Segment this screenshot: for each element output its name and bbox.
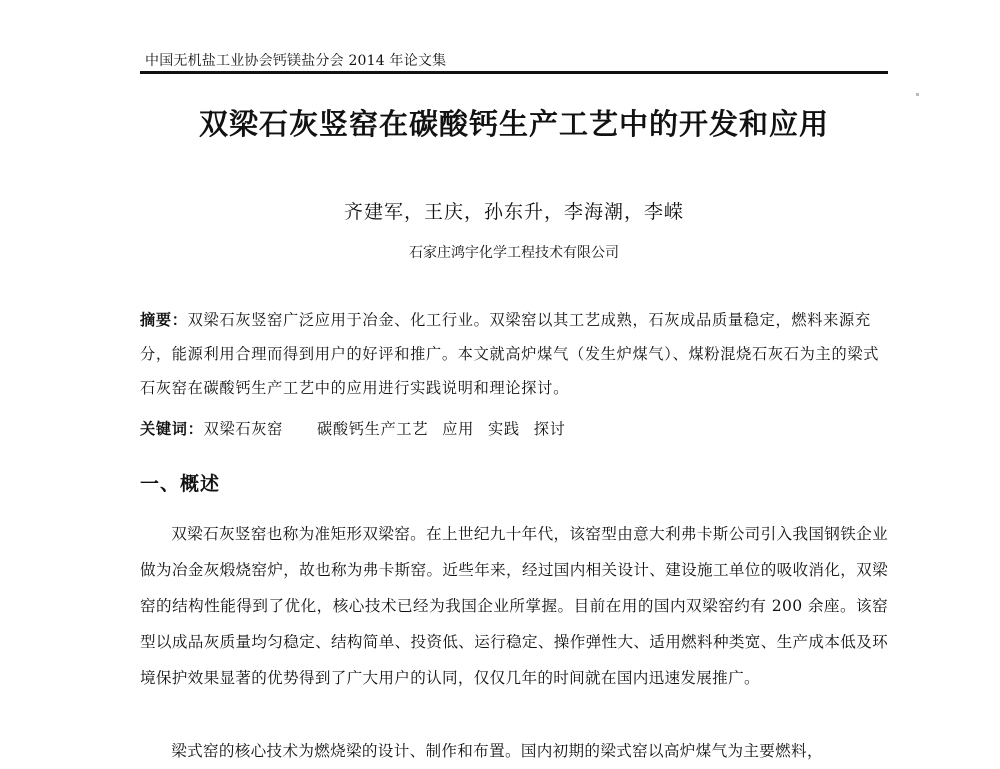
author-list: 齐建军，王庆，孙东升，李海潮，李嵘 xyxy=(343,201,684,223)
keywords xyxy=(140,418,888,439)
paper-title: 双梁石灰竖窑在碳酸钙生产工艺中的开发和应用 xyxy=(198,107,829,141)
scan-speck xyxy=(916,93,919,96)
keyword: 碳酸钙生产工艺 xyxy=(317,420,429,438)
body-paragraph: 梁式窑的核心技术为燃烧梁的设计、制作和布置。国内初期的梁式窑以高炉煤气为主要燃料， xyxy=(171,742,823,760)
running-header: 中国无机盐工业协会钙镁盐分会 2014 年论文集 xyxy=(145,53,447,69)
keyword: 应用 xyxy=(442,420,474,438)
keyword: 实践 xyxy=(488,420,520,438)
abstract-text: 双梁石灰竖窑广泛应用于冶金、化工行业。双梁窑以其工艺成熟，石灰成品质量稳定，燃料来源充分，能源利用合理而得到用户的好评和推广。本文就高炉煤气（发生炉煤气）、煤粉混烧石灰石为主的梁式石灰窑在碳酸钙生产工艺中的应用进行实践说明和理论探讨。 xyxy=(140,311,880,397)
abstract xyxy=(140,303,888,405)
body-paragraph: 双梁石灰竖窑也称为准矩形双梁窑。在上世纪九十年代，该窑型由意大利弗卡斯公司引入我国钢铁企业做为冶金灰煅烧窑炉，故也称为弗卡斯窑。近些年来，经过国内相关设计、建设施工单位的吸收消化，双梁窑的结构性能得到了优化，核心技术已经为我国企业所掌握。目前在用的国内双梁窑约有 200 余座。该窑型以成品灰质量均匀稳定、结构简单、投资低、运行稳定、操作弹性大、适用燃料种类宽、生产成本低及环境保护效果显著的优势得到了广大用户的认同，仅仅几年的时间就在国内迅速发展推广。 xyxy=(140,525,888,687)
keyword: 双梁石灰窑 xyxy=(203,420,283,438)
keyword: 探讨 xyxy=(533,420,566,438)
affiliation: 石家庄鸿宇化学工程技术有限公司 xyxy=(409,245,619,261)
keywords-label: 关键词： xyxy=(140,420,204,438)
section-heading: 一、概述 xyxy=(140,473,221,495)
abstract-label: 摘要： xyxy=(140,311,188,329)
header-rule xyxy=(140,71,888,74)
